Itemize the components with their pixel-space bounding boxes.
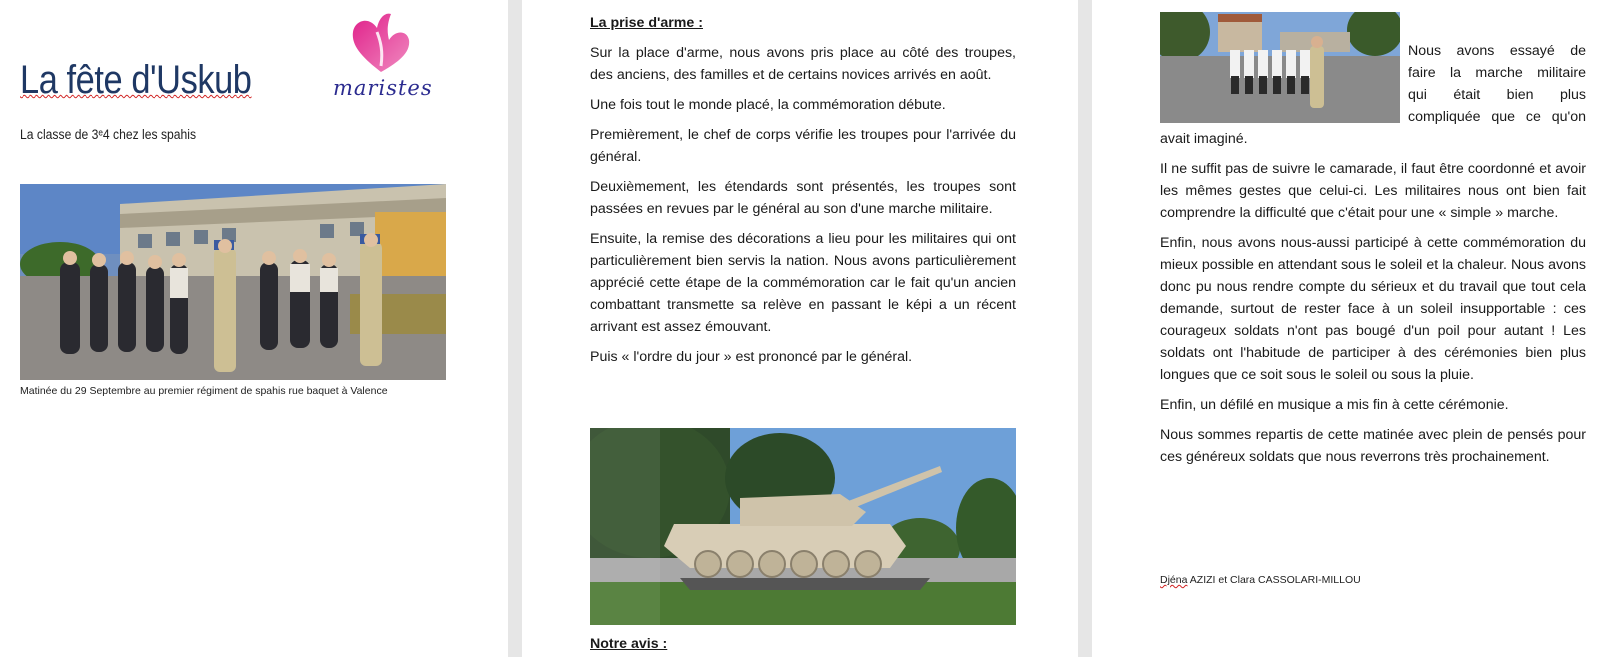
paragraph: Nous sommes repartis de cette matinée avec plein de pensés pour ces généreux soldats que nous reverrons très prochainement. — [1160, 427, 1586, 465]
article-subtitle: La classe de 3ᵉ4 chez les spahis — [20, 127, 197, 142]
intro-line: compliquée que ce qu'on — [1408, 109, 1586, 125]
paragraph: Premièrement, le chef de corps vérifie les troupes pour l'arrivée du général. — [590, 127, 1016, 165]
paragraph: Ensuite, la remise des décorations a lieu pour les militaires qui ont particulièrement bien servis la nation. Nous avons particulièrement apprécié cette étape de la commémoration car le fait qu'un ancien combattant transmette sa relève en passant le képi a un récent arrivant est assez émouvant. — [590, 231, 1016, 335]
paragraph: Enfin, un défilé en musique a mis fin à cette cérémonie. — [1160, 397, 1509, 413]
document-page-3 — [1092, 0, 1600, 657]
paragraph: Sur la place d'arme, nous avons pris place au côté des troupes, des anciens, des familles et de certains novices arrivés en août. — [590, 45, 1016, 83]
paragraph: Enfin, nous avons nous-aussi participé à cette commémoration du mieux possible en attendant sous le soleil et la chaleur. Nous avons donc pu nous rendre compte du sérieux et du travail que tout cela demande, surtout de rester face à un soleil insupportable : ces courageux soldats n'ont pas bougé d'un poil pour autant ! Les soldats ont l'habitude de participer à des cérémonies bien plus longues que ce soit sous le soleil ou sous la pluie. — [1160, 235, 1586, 383]
author-first-name: Djéna — [1160, 574, 1188, 586]
authors-line — [1160, 574, 1361, 586]
intro-line: Nous avons essayé de — [1408, 43, 1586, 59]
authors-rest: AZIZI et Clara CASSOLARI-MILLOU — [1187, 574, 1361, 586]
section-heading-2: Notre avis : — [590, 636, 668, 652]
march-intro-text — [1160, 40, 1586, 158]
ceremony-text — [590, 12, 1016, 376]
paragraph: Il ne suffit pas de suivre le camarade, il faut être coordonné et avoir les mêmes gestes que celui-ci. Les militaires nous ont bien fait comprendre la difficulté que c'était pour une « simple » marche. — [1160, 161, 1586, 221]
photo-caption: Matinée du 29 Septembre au premier régiment de spahis rue baquet à Valence — [20, 385, 388, 397]
article-title: La fête d'Uskub — [20, 58, 252, 102]
intro-line: faire la marche militaire — [1408, 65, 1586, 81]
section-heading: La prise d'arme : — [590, 15, 703, 31]
paragraph: Une fois tout le monde placé, la commémoration débute. — [590, 97, 946, 113]
logo-text: maristes — [333, 76, 433, 100]
intro-line: qui était bien plus — [1408, 87, 1586, 103]
heart-logo-icon — [333, 10, 429, 80]
intro-tail: avait imaginé. — [1160, 131, 1248, 147]
document-page-2 — [522, 0, 1078, 657]
paragraph: Deuxièmement, les étendards sont présentés, les troupes sont passées en revues par le général au son d'une marche militaire. — [590, 179, 1016, 217]
students-photo — [20, 184, 446, 380]
reflection-text — [1160, 158, 1586, 476]
tank-photo — [590, 428, 1016, 625]
document-page-1 — [0, 0, 508, 657]
maristes-logo — [333, 10, 433, 106]
paragraph: Puis « l'ordre du jour » est prononcé par le général. — [590, 349, 913, 365]
